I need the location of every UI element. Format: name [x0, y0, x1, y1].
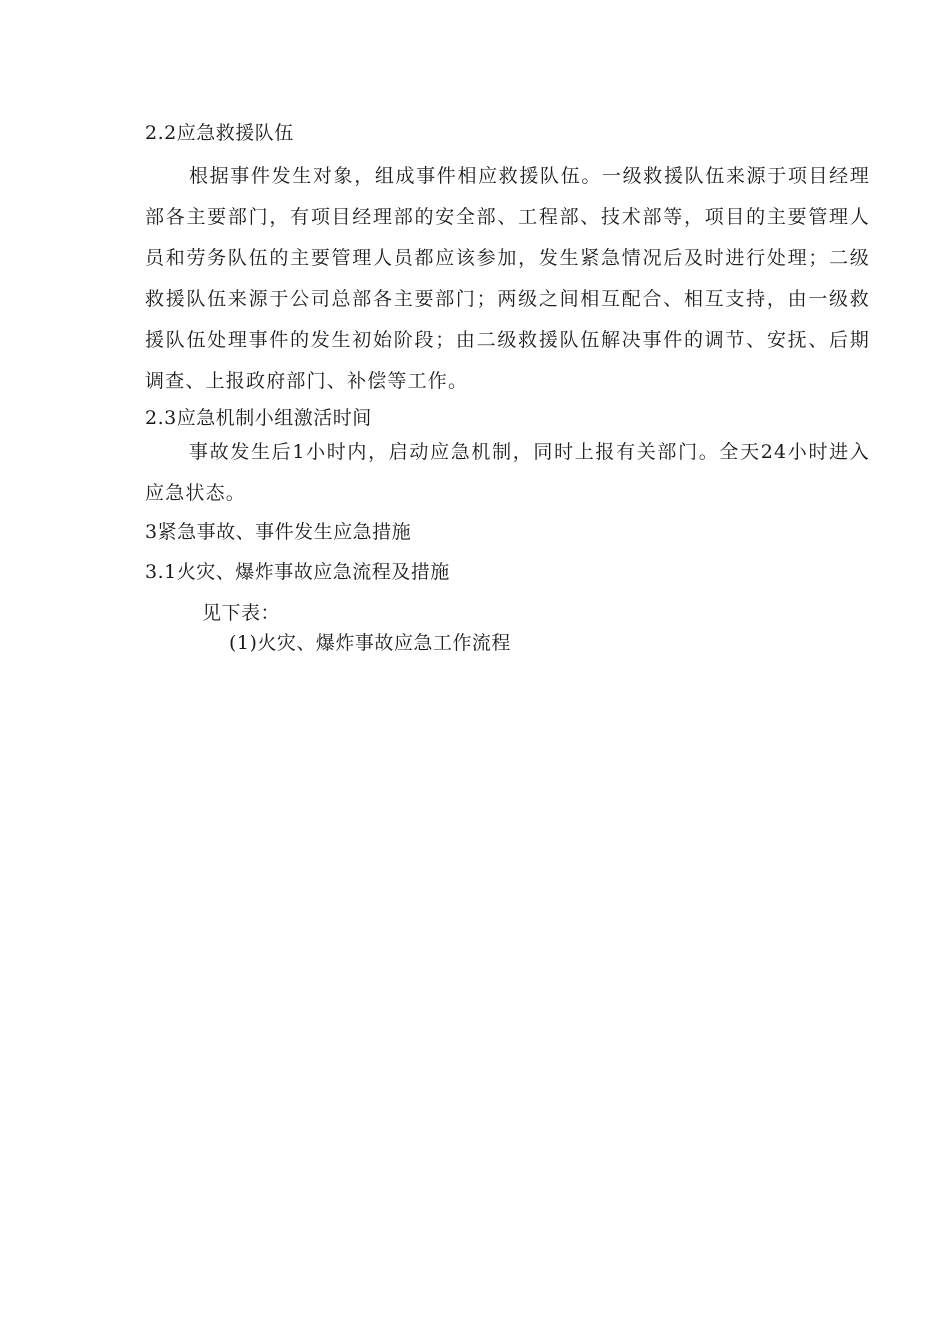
section-2-2-body: 根据事件发生对象，组成事件相应救援队伍。一级救援队伍来源于项目经理部各主要部门，有项目经理部的安全部、工程部、技术部等，项目的主要管理人员和劳务队伍的主要管理人员都应该参加，发生紧急情况后及时进行处理；二级救援队伍来源于公司总部各主要部门；两级之间相互配合、相互支持，由一级救援队伍处理事件的发生初始阶段；由二级救援队伍解决事件的调节、安抚、后期调查、上报政府部门、补偿等工作。 — [145, 165, 870, 392]
flow-item-1: (1)火灾、爆炸事故应急工作流程 — [229, 632, 511, 654]
section-3-1-heading: 3.1火灾、爆炸事故应急流程及措施 — [145, 561, 450, 583]
section-2-3-body: 事故发生后1小时内，启动应急机制，同时上报有关部门。全天24小时进入应急状态。 — [145, 441, 870, 504]
section-2-3-heading: 2.3应急机制小组激活时间 — [145, 407, 372, 429]
see-below-text: 见下表： — [202, 602, 281, 624]
section-2-2-heading: 2.2应急救援队伍 — [145, 122, 294, 144]
section-3-heading: 3紧急事故、事件发生应急措施 — [145, 521, 412, 543]
